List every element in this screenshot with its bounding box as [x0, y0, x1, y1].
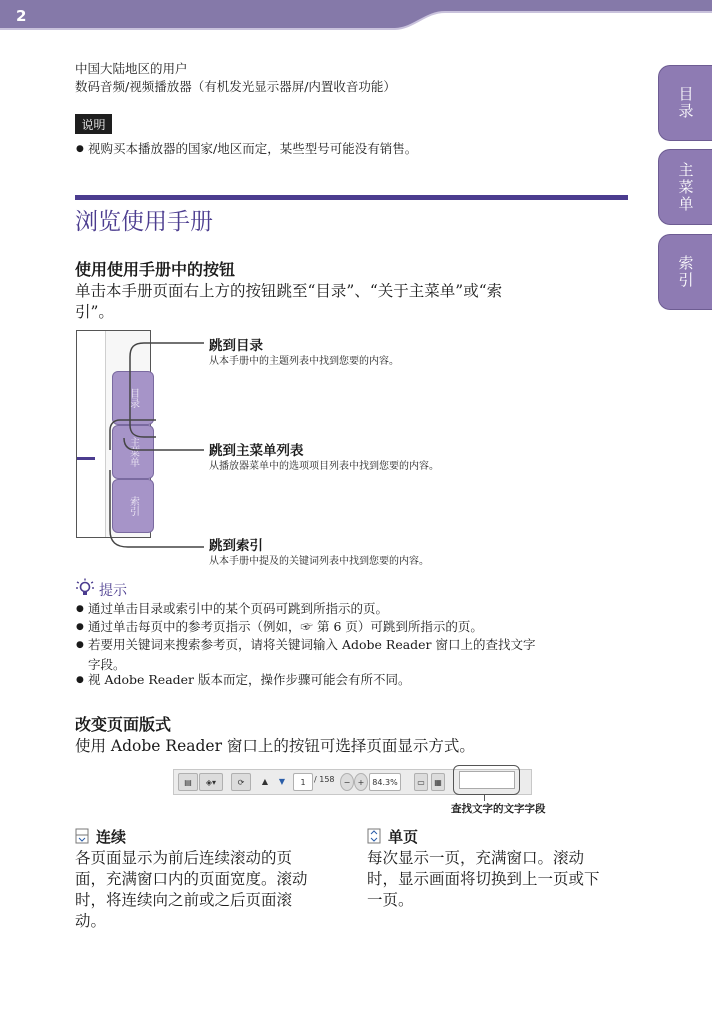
tip-item-1: ● 通过单击目录或索引中的某个页码可跳到所指示的页。 — [88, 601, 388, 617]
search-field-callout — [453, 765, 520, 795]
tip-item-4: ● 视 Adobe Reader 版本而定，操作步骤可能会有所不同。 — [88, 672, 411, 688]
zoom-in-icon: + — [354, 773, 368, 791]
continuous-mode-icon — [75, 828, 89, 844]
callout-contents-desc: 从本手册中的主题列表中找到您要的内容。 — [209, 356, 399, 367]
page-total: / 158 — [314, 775, 335, 784]
tip-item-3: ● 若要用关键词来搜索参考页，请将关键词输入 Adobe Reader 窗口上的查找文字 — [88, 637, 536, 653]
header-band — [0, 0, 712, 32]
page-number-field: 1 — [293, 773, 313, 791]
search-field — [459, 771, 515, 789]
tab-index[interactable]: 索引 — [658, 234, 712, 310]
search-field-label: 查找文字的文字字段 — [451, 803, 546, 815]
buttons-body-line1: 单击本手册页面右上方的按钮跳至“目录”、“关于主菜单”或“索 — [75, 282, 503, 300]
zoom-field: 84.3% — [369, 773, 401, 791]
single-page-desc: 每次显示一页，充满窗口。滚动 时，显示画面将切换到上一页或下 一页。 — [367, 849, 600, 909]
intro-line2: 数码音频/视频播放器（有机发光显示器屏/内置收音功能） — [75, 79, 396, 94]
callout-menu-title: 跳到主菜单列表 — [209, 443, 304, 459]
layout-body: 使用 Adobe Reader 窗口上的按钮可选择页面显示方式。 — [75, 737, 475, 755]
continuous-icon: ▦ — [431, 773, 445, 791]
layout-heading: 改变页面版式 — [75, 715, 172, 734]
section-title: 浏览使用手册 — [75, 209, 213, 235]
print-icon: ▤ — [178, 773, 198, 791]
single-page-title: 单页 — [388, 828, 419, 846]
intro-line1: 中国大陆地区的用户 — [75, 61, 188, 76]
buttons-body-line2: 引”。 — [75, 303, 114, 321]
callout-menu-desc: 从播放器菜单中的选项项目列表中找到您要的内容。 — [209, 461, 439, 472]
nav-icon: ◈▾ — [199, 773, 223, 791]
callout-index-title: 跳到索引 — [209, 538, 263, 554]
tab-main-menu[interactable]: 主菜单 — [658, 149, 712, 225]
callout-lines — [100, 330, 220, 555]
zoom-out-icon: − — [340, 773, 354, 791]
next-page-icon: ▼ — [278, 776, 286, 786]
single-page-mode-icon — [367, 828, 381, 844]
tab-contents[interactable]: 目录 — [658, 65, 712, 141]
continuous-desc: 各页面显示为前后连续滚动的页 面，充满窗口内的页面宽度。滚动 时，将连续向之前或之后页面滚 动。 — [75, 849, 308, 930]
note-text: ● 视购买本播放器的国家/地区而定，某些型号可能没有销售。 — [88, 141, 417, 157]
thumb-tab-contents: 目录 — [112, 371, 154, 425]
thumb-tab-index: 索引 — [112, 479, 154, 533]
section-rule — [75, 195, 628, 200]
tip-item-3-cont: 字段。 — [88, 657, 126, 672]
single-page-icon: ▭ — [414, 773, 428, 791]
prev-page-icon: ▲ — [261, 776, 269, 786]
page-number: 2 — [16, 7, 27, 25]
continuous-title: 连续 — [96, 828, 127, 846]
lightbulb-icon — [75, 578, 95, 598]
buttons-heading: 使用使用手册中的按钮 — [75, 260, 236, 279]
sync-icon: ⟳ — [231, 773, 251, 791]
note-badge: 说明 — [75, 114, 112, 134]
callout-index-desc: 从本手册中提及的关键词列表中找到您要的内容。 — [209, 556, 429, 567]
callout-contents-title: 跳到目录 — [209, 338, 263, 354]
tip-item-2: ● 通过单击每页中的参考页指示（例如，☞ 第 6 页）可跳到所指示的页。 — [88, 619, 483, 635]
tips-title: 提示 — [99, 583, 127, 599]
thumb-tab-main-menu: 主菜单 — [112, 425, 154, 479]
